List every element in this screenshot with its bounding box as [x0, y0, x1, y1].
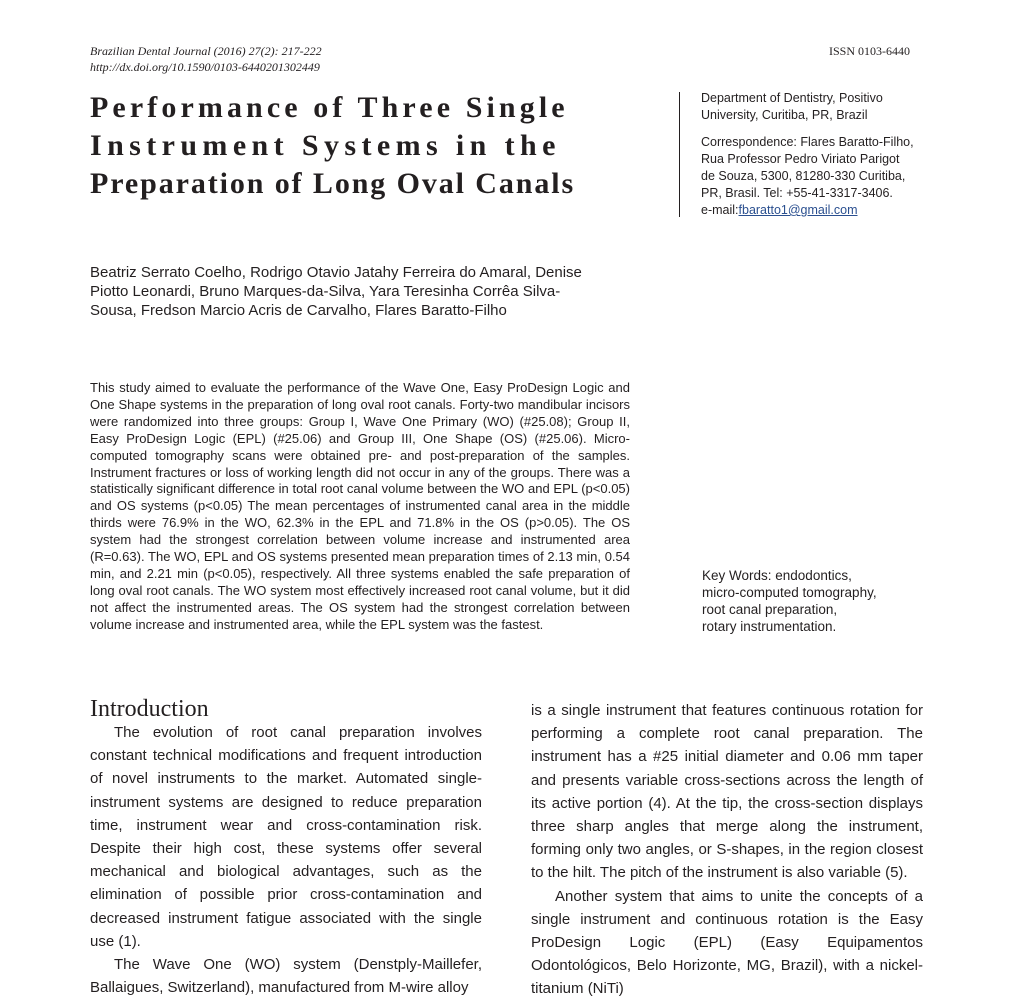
correspondence-line: de Souza, 5300, 81280-330 Curitiba, — [701, 169, 906, 183]
email-line — [701, 202, 926, 219]
email-label: e-mail: — [701, 203, 739, 217]
title-line: Instrument Systems in the — [90, 129, 561, 162]
body-paragraph: The Wave One (WO) system (Denstply-Maillefer, Ballaigues, Switzerland), manufactured from M-wire alloy — [90, 956, 482, 997]
body-column-right — [531, 699, 923, 1001]
title-line: Performance of Three Single — [90, 91, 569, 124]
body-paragraph: The evolution of root canal preparation involves constant technical modifications and frequent introduction of novel instruments to the market. Automated single-instrument systems are designed to reduce preparation time, instrument wear and cross-contamination risk. Despite their high cost, these systems offer several mechanical and biological advantages, such as the elimination of possible prior cross-contamination and decreased instrument fatigue associated with the single use (1). — [90, 724, 482, 950]
affiliation-divider — [679, 92, 680, 217]
article-title — [90, 89, 630, 203]
body-column-left — [90, 721, 482, 999]
correspondence — [701, 134, 926, 219]
title-line: Preparation of Long Oval Canals — [90, 167, 576, 200]
department-line: Department of Dentistry, Positivo — [701, 91, 883, 105]
keywords-line: micro-computed tomography, — [702, 585, 877, 600]
department-line: University, Curitiba, PR, Brazil — [701, 108, 868, 122]
keywords — [702, 567, 922, 635]
journal-citation: Brazilian Dental Journal (2016) 27(2): 217-222 — [90, 44, 322, 58]
section-heading-introduction: Introduction — [90, 696, 209, 722]
body-paragraph: Another system that aims to unite the concepts of a single instrument and continuous rotation is the Easy ProDesign Logic (EPL) (Easy Equipamentos Odontológicos, Belo Horizonte, MG, Brazil), with a nickel-titanium (NiTi) — [531, 887, 923, 998]
affiliation-block — [701, 90, 926, 219]
correspondence-line: Correspondence: Flares Baratto-Filho, — [701, 135, 914, 149]
issn: ISSN 0103-6440 — [829, 44, 911, 58]
correspondence-line: PR, Brasil. Tel: +55-41-3317-3406. — [701, 186, 893, 200]
email-link[interactable]: fbaratto1@gmail.com — [738, 203, 858, 217]
department — [701, 90, 926, 124]
abstract: This study aimed to evaluate the performance of the Wave One, Easy ProDesign Logic and One Shape systems in the preparation of long oval root canals. Forty-two mandibular incisors were randomized into three groups: Group I, Wave One Primary (WO) (#25.08); Group II, Easy ProDesign Logic (EPL) (#25.06) and Group III, One Shape (OS) (#25.06). Micro-computed tomography scans were obtained pre- and post-preparation of the samples. Instrument fractures or loss of working length did not occur in any of the groups. There was a statistically significant difference in total root canal volume between the WO and EPL (p<0.05) and OS systems (p<0.05) The mean percentages of instrumented canal area in the middle thirds were 76.9% in the WO, 62.3% in the EPL and 71.8% in the OS (p>0.05). The OS system had the strongest correlation between volume increase and instrumented area (R=0.63). The WO, EPL and OS systems presented mean preparation times of 2.13 min, 0.54 min, and 2.21 min (p<0.05), respectively. All three systems enabled the safe preparation of long oval root canals. The WO system most effectively increased root canal volume, but it did not affect the instrumented areas. The OS system had the strongest correlation between volume increase and instrumented area, while the EPL system was the fastest. — [90, 380, 630, 632]
author-list: Beatriz Serrato Coelho, Rodrigo Otavio Jatahy Ferreira do Amaral, Denise Piotto Leonardi, Bruno Marques-da-Silva, Yara Teresinha Corrêa Silva-Sousa, Fredson Marcio Acris de Carvalho, Flares Baratto-Filho — [90, 264, 582, 319]
keywords-line: Key Words: endodontics, — [702, 568, 852, 583]
keywords-line: root canal preparation, — [702, 602, 838, 617]
body-paragraph: is a single instrument that features continuous rotation for performing a complete root canal preparation. The instrument has a #25 initial diameter and 0.06 mm taper and presents variable cross-sections across the length of its active portion (4). At the tip, the cross-section displays three sharp angles that merge along the instrument, forming only two angles, or S-shapes, in the region closest to the hilt. The pitch of the instrument is also variable (5). — [531, 702, 923, 882]
doi-link[interactable]: http://dx.doi.org/10.1590/0103-6440201302449 — [90, 60, 320, 74]
correspondence-line: Rua Professor Pedro Viriato Parigot — [701, 152, 900, 166]
keywords-line: rotary instrumentation. — [702, 619, 837, 634]
journal-header — [90, 43, 322, 75]
